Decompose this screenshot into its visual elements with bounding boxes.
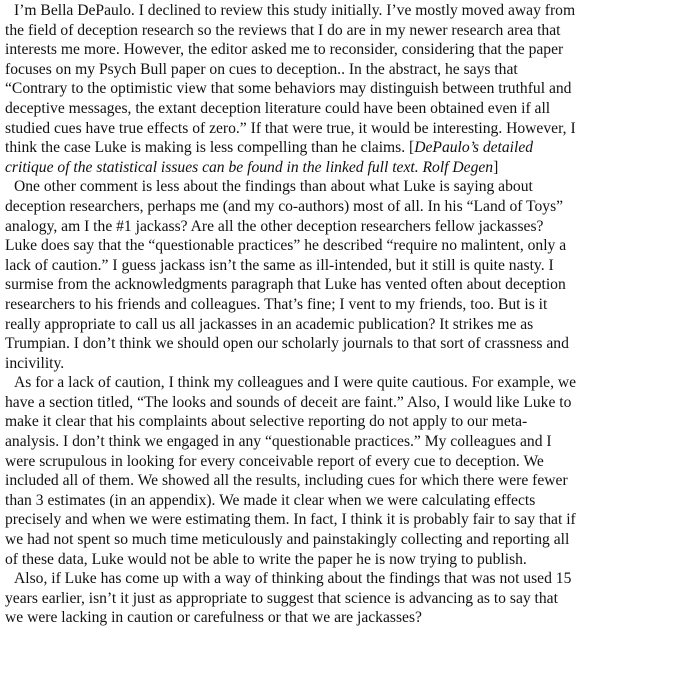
editor-note-italic: DePaulo’s detailed critique of the statistical issues can be found in the linked full text. Rolf Degen [5, 139, 534, 176]
paragraph-intro-text: I’m Bella DePaulo. I declined to review this study initially. I’ve mostly moved away from the field of deception research so the reviews that I do are in my newer research area that interests me more. However, the editor asked me to reconsider, considering that the paper focuses on my Psych Bull paper on cues to deception.. In the abstract, he says that “Contrary to the optimistic view that some behaviors may distinguish between truthful and deceptive messages, the extant deception literature could have been obtained even if all studied cues have true effects of zero.” If that were true, it would be interesting. However, I think the case Luke is making is less compelling than he claims. [ [5, 2, 576, 157]
paragraph-caution-text: As for a lack of caution, I think my colleagues and I were quite cautious. For example, we have a section titled, “The looks and sounds of deceit are faint.” Also, I would like Luke to make it clear that his complaints about selective reporting do not apply to our meta- analysis. I don’t think we engaged in any “questionable practices.” My colleagues and I were scrupulous in looking for every conceivable report of every cue to deception. We included all of them. We showed all the results, including cues for which there were fewer than 3 estimates (in an appendix). We made it clear when we were calculating effects precisely and when we were estimating them. In fact, I think it is probably fair to say that if we had not spent so much time meticulously and painstakingly collecting and reporting all of these data, Luke would not be able to write the paper he is now trying to publish. [5, 374, 577, 568]
paragraph-jackass-comment-text: One other comment is less about the findings than about what Luke is saying about deception researchers, perhaps me (and my co-authors) most of all. In his “Land of Toys” analogy, am I the #1 jackass? Are all the other deception researchers fellow jackasses? Luke does say that the “questionable practices” he described “require no malintent, only a lack of caution.” I guess jackass isn’t the same as ill-intended, but it still is quite nasty. I surmise from the acknowledgments paragraph that Luke has vented often about deception researchers to his friends and colleagues. That’s fine; I vent to my friends, too. But is it really appropriate to call us all jackasses in an academic publication? It strikes me as Trumpian. I don’t think we should open our scholarly journals to that sort of crassness and incivility. [5, 178, 569, 372]
paragraph-jackass-comment [5, 177, 686, 373]
paragraph-closing [5, 569, 686, 628]
editor-note-close-bracket: ] [493, 158, 499, 176]
paragraph-closing-text: Also, if Luke has come up with a way of thinking about the findings that was not used 15 years earlier, isn’t it just as appropriate to suggest that science is advancing as to say that we were lacking in caution or carefulness or that we are jackasses? [5, 570, 572, 627]
paragraph-intro [5, 1, 686, 177]
paragraph-caution [5, 373, 686, 569]
